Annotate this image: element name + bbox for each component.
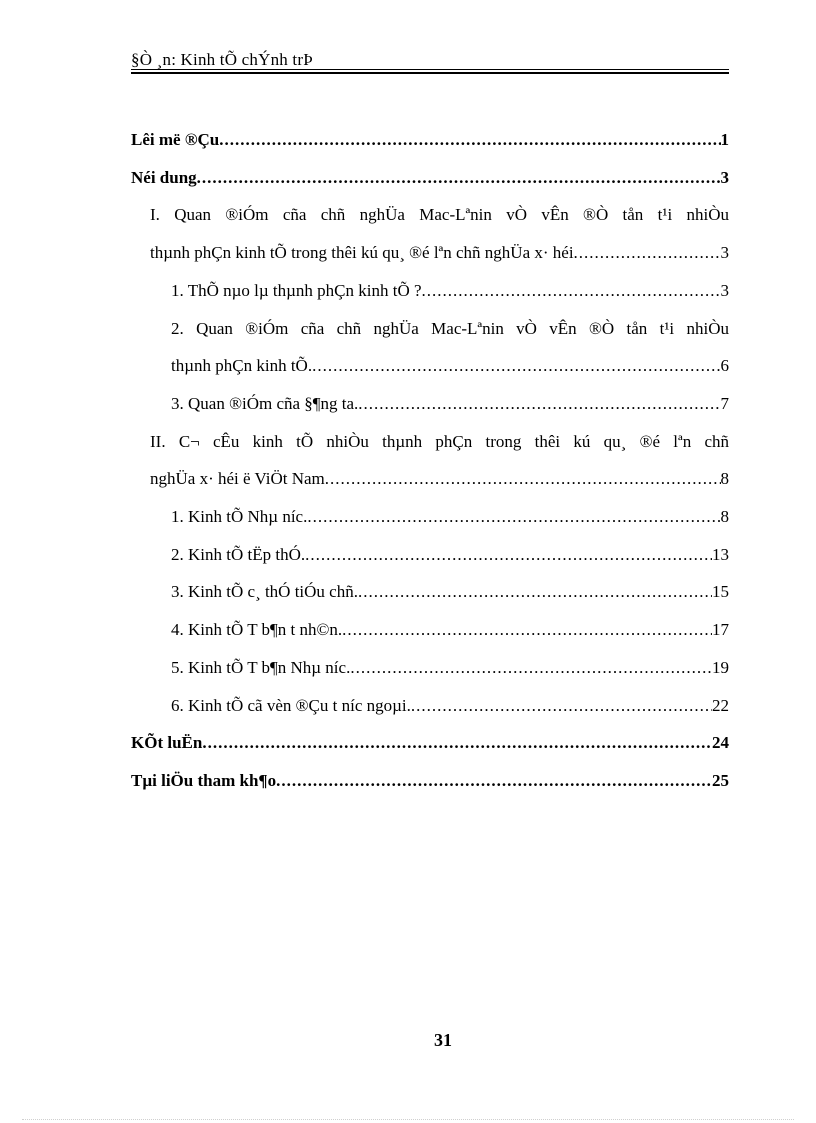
toc-entry[interactable] — [131, 272, 729, 310]
toc-entry-label: KÕt luËn — [131, 733, 203, 753]
toc-entry-label: 1. Kinh tÕ Nhµ níc. — [171, 507, 308, 527]
page-header — [131, 48, 729, 74]
toc-entry-label: 4. Kinh tÕ T b¶n t nh©n. — [171, 620, 343, 640]
toc-entry[interactable] — [131, 498, 729, 536]
toc-entry[interactable] — [131, 762, 729, 800]
toc-heading-line: I. Quan ®iÓm cña chñ nghÜa Mac-Lªnin vÒ vÊn ®Ò tån t¹i nhiÒu — [150, 205, 729, 225]
toc-entry-label: 3. Kinh tÕ c¸ thÓ tiÓu chñ. — [171, 582, 358, 602]
toc-page-number: 7 — [720, 393, 729, 413]
toc-page-number: 1 — [720, 130, 729, 149]
toc-dot-leader — [197, 159, 721, 197]
toc-entry[interactable] — [131, 347, 729, 385]
table-of-contents — [131, 121, 729, 800]
toc-entry[interactable] — [131, 460, 729, 498]
header-rule — [131, 69, 729, 70]
toc-entry[interactable] — [131, 121, 729, 159]
toc-entry[interactable] — [131, 159, 729, 197]
toc-page-number: 6 — [720, 356, 729, 376]
toc-heading-line: 2. Quan ®iÓm cña chñ nghÜa Mac-Lªnin vÒ vÊn ®Ò tån t¹i nhiÒu — [171, 318, 729, 338]
toc-entry[interactable] — [131, 536, 729, 574]
toc-entry-label: 5. Kinh tÕ T b¶n Nhµ níc. — [171, 657, 351, 677]
toc-dot-leader — [350, 649, 712, 687]
toc-entry-label: nghÜa x· héi ë ViÖt Nam — [150, 469, 325, 489]
toc-dot-leader — [202, 724, 712, 762]
toc-entry[interactable] — [131, 724, 729, 762]
toc-dot-leader — [574, 234, 721, 272]
toc-entry-label: Néi dung — [131, 167, 197, 187]
toc-dot-leader — [342, 611, 712, 649]
toc-page-number: 15 — [712, 582, 729, 602]
toc-dot-leader — [305, 536, 712, 574]
toc-dot-leader — [276, 762, 712, 800]
toc-dot-leader — [325, 460, 721, 498]
page-number: 31 — [434, 1030, 452, 1050]
header-title: §Ò ¸n: Kinh tÕ chÝnh trÞ — [131, 50, 313, 69]
toc-page-number: 19 — [712, 657, 729, 677]
toc-dot-leader — [312, 347, 720, 385]
toc-dot-leader — [422, 272, 721, 310]
toc-dot-leader — [411, 687, 712, 725]
toc-page-number: 3 — [720, 243, 729, 263]
toc-entry-label: 6. Kinh tÕ cã vèn ®Çu t níc ngoµi. — [171, 695, 411, 715]
toc-entry-label: 1. ThÕ nµo lµ thµnh phÇn kinh tÕ ? — [171, 280, 422, 300]
toc-heading-line: II. C¬ cÊu kinh tÕ nhiÒu thµnh phÇn trong thêi kú qu¸ ®é lªn chñ — [150, 431, 729, 451]
toc-entry-label: thµnh phÇn kinh tÕ trong thêi kú qu¸ ®é lªn chñ nghÜa x· héi — [150, 243, 574, 263]
header-rule-thick — [131, 72, 729, 74]
toc-dot-leader — [219, 121, 720, 159]
toc-entry-label: thµnh phÇn kinh tÕ. — [171, 356, 313, 376]
toc-dot-leader — [358, 385, 720, 423]
toc-page-number: 17 — [712, 620, 729, 640]
toc-page-number: 25 — [712, 770, 729, 790]
toc-dot-leader — [307, 498, 720, 536]
toc-entry[interactable] — [131, 687, 729, 725]
toc-page-number: 13 — [712, 544, 729, 564]
toc-entry[interactable] — [131, 385, 729, 423]
toc-entry-label: Tµi liÖu tham kh¶o — [131, 770, 277, 790]
toc-page-number: 8 — [720, 469, 729, 489]
toc-entry[interactable] — [131, 573, 729, 611]
toc-page-number: 8 — [720, 507, 729, 527]
toc-entry-label: Lêi më ®Çu — [131, 130, 220, 149]
toc-dot-leader — [358, 573, 712, 611]
toc-entry-label: 3. Quan ®iÓm cña §¶ng ta. — [171, 393, 359, 413]
toc-page-number: 24 — [712, 733, 729, 753]
page-footer-divider — [22, 1119, 794, 1120]
toc-page-number: 3 — [720, 167, 729, 187]
toc-entry[interactable] — [131, 234, 729, 272]
toc-entry-label: 2. Kinh tÕ tËp thÓ. — [171, 544, 306, 564]
toc-page-number: 22 — [712, 695, 729, 715]
toc-page-number: 3 — [720, 280, 729, 300]
toc-entry[interactable] — [131, 611, 729, 649]
toc-entry[interactable] — [131, 649, 729, 687]
